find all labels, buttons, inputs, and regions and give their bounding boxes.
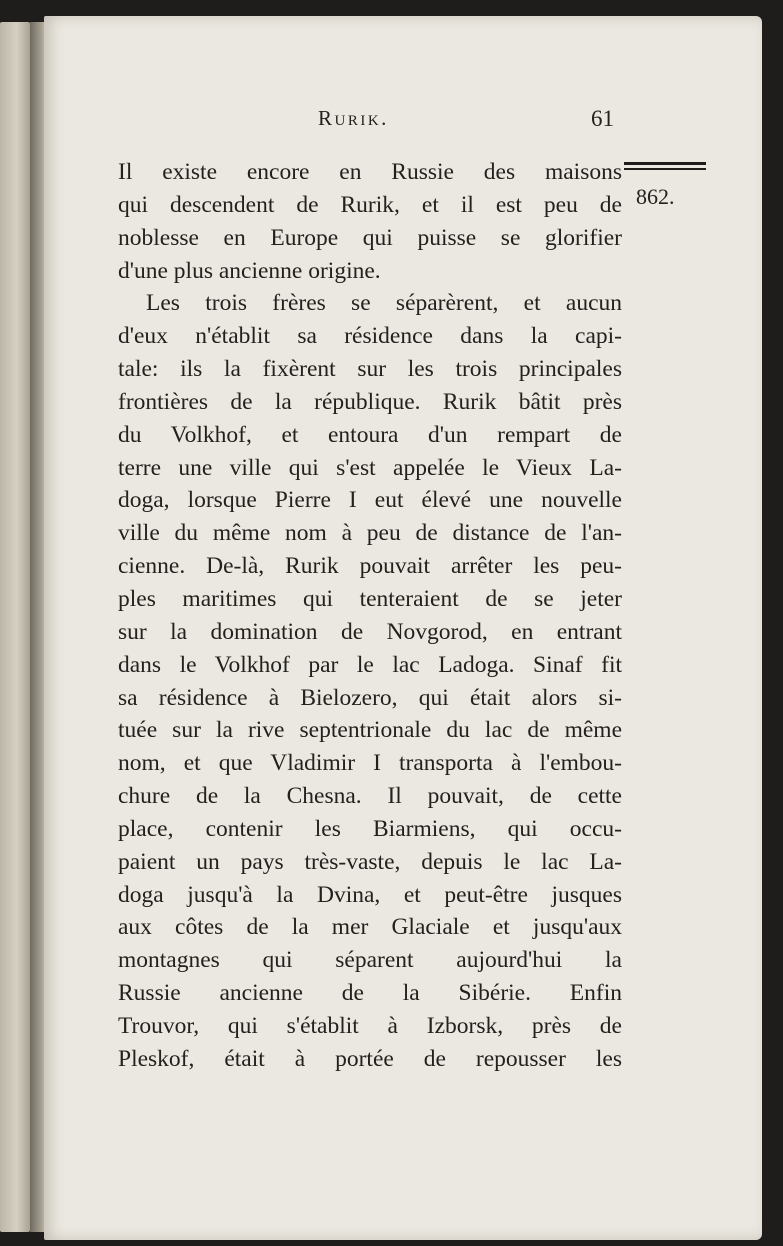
text-line: Trouvor, qui s'établit à Izborsk, près de (118, 1012, 622, 1039)
text-line: Russie ancienne de la Sibérie. Enfin (118, 980, 622, 1007)
text-line: dans le Volkhof par le lac Ladoga. Sinaf fit (118, 651, 622, 678)
text-line: place, contenir les Biarmiens, qui occu- (118, 815, 622, 842)
margin-date-note: 862. (636, 184, 675, 209)
text-line: nom, et que Vladimir I transporta à l'embou- (118, 750, 622, 777)
text-line: doga, lorsque Pierre I eut élevé une nouvelle (118, 487, 622, 514)
text-line: d'eux n'établit sa résidence dans la capi- (118, 323, 622, 350)
text-line: paient un pays très-vaste, depuis le lac La- (118, 848, 622, 875)
text-line: terre une ville qui s'est appelée le Vieux La- (118, 454, 622, 481)
text-line: Il existe encore en Russie des maisons (118, 159, 622, 185)
text-line: qui descendent de Rurik, et il est peu de (118, 191, 622, 218)
text-line: chure de la Chesna. Il pouvait, de cette (118, 783, 622, 810)
page-header (44, 106, 762, 140)
book-page (44, 16, 762, 1240)
margin-rule (624, 162, 706, 175)
text-line: doga jusqu'à la Dvina, et peut-être jusques (118, 881, 622, 908)
text-line: ples maritimes qui tenteraient de se jeter (118, 585, 622, 612)
text-line: frontières de la république. Rurik bâtit près (118, 388, 622, 415)
text-line: sa résidence à Bielozero, qui était alors si- (118, 684, 622, 711)
body-text (118, 156, 622, 1076)
text-line: d'une plus ancienne origine. (118, 257, 381, 284)
text-line: ville du même nom à peu de distance de l'an- (118, 520, 622, 547)
text-line: du Volkhof, et entoura d'un rempart de (118, 421, 622, 448)
text-line: tale: ils la fixèrent sur les trois principales (118, 356, 622, 383)
text-line: tuée sur la rive septentrionale du lac de même (118, 717, 622, 744)
text-line: noblesse en Europe qui puisse se glorifier (118, 224, 622, 251)
running-head: Rurik. (318, 106, 389, 130)
text-line: aux côtes de la mer Glaciale et jusqu'aux (118, 914, 622, 941)
text-line: sur la domination de Novgorod, en entrant (118, 618, 622, 645)
previous-page-edge (0, 22, 30, 1232)
page-number: 61 (591, 106, 614, 131)
text-line: cienne. De-là, Rurik pouvait arrêter les peu- (118, 553, 622, 580)
text-line: Les trois frères se séparèrent, et aucun (146, 290, 622, 317)
text-line: montagnes qui séparent aujourd'hui la (118, 947, 622, 974)
text-line: Pleskof, était à portée de repousser les (118, 1045, 622, 1072)
